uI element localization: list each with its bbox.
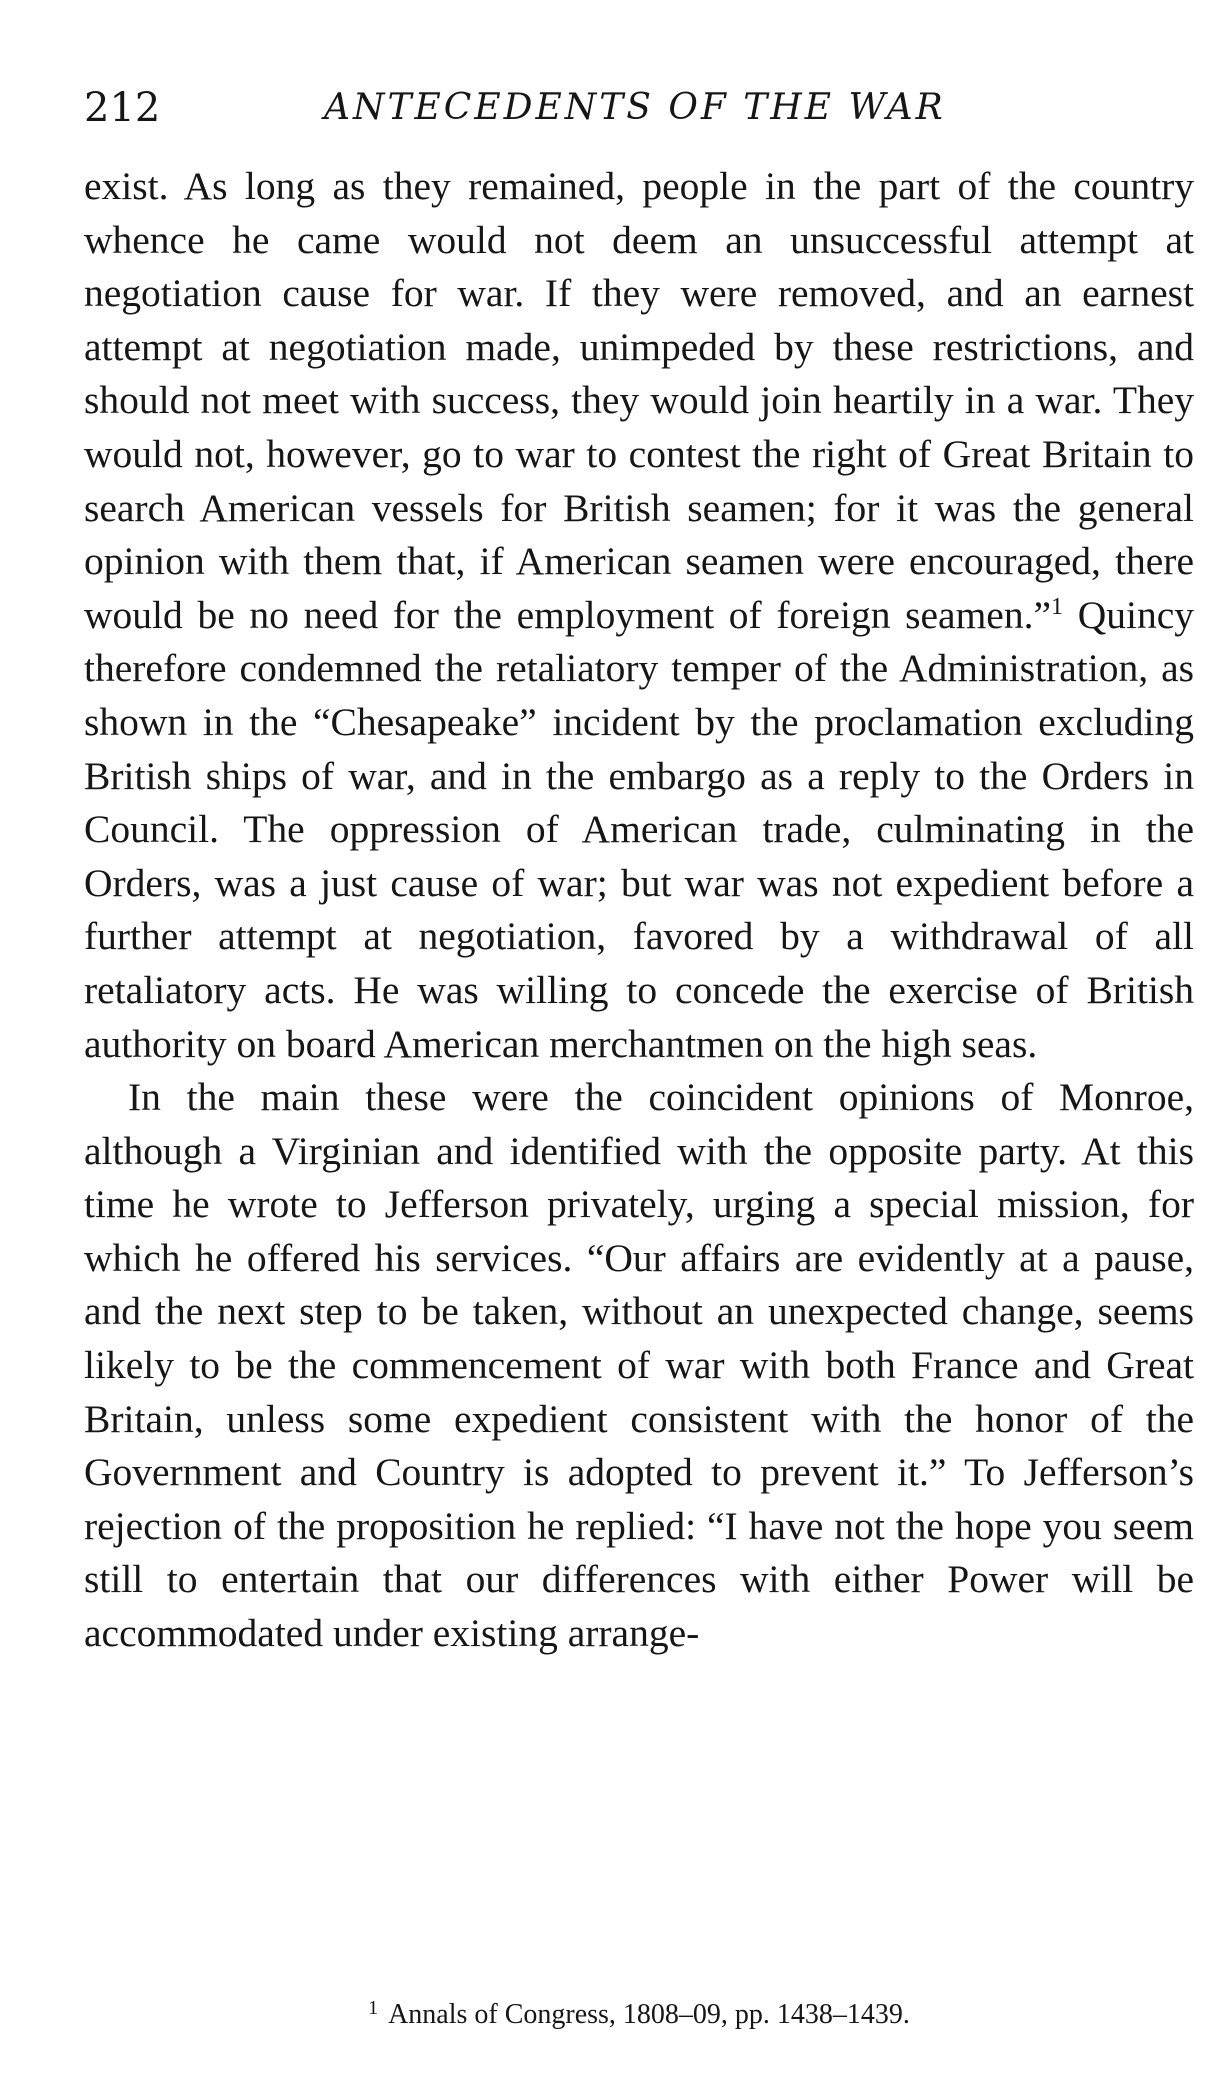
paragraph-1 [84,160,1194,1071]
paragraph-2: In the main these were the coincident opinions of Monroe, although a Virginian and identified with the opposite party. At this time he wrote to Jefferson privately, urging a special mission, for which he offered his services. “Our affairs are evidently at a pause, and the next step to be taken, without an unexpected change, seems likely to be the commencement of war with both France and Great Britain, unless some expedient consistent with the honor of the Government and Country is adopted to prevent it.” To Jefferson’s rejection of the proposition he replied: “I have not the hope you seem still to entertain that our differences with either Power will be accommodated under existing arrange- [84,1075,1194,1656]
page-number: 212 [84,85,161,131]
footnote [84,1995,1194,2035]
page-header [84,80,1194,140]
footnote-reference: 1 [1051,593,1063,620]
footnote-text: Annals of Congress, 1808–09, pp. 1438–1439. [388,1999,910,2030]
body-text [84,160,1194,1661]
footnote-mark: 1 [368,1997,379,2019]
running-head: ANTECEDENTS OF THE WAR [324,87,946,128]
paragraph-1-text-b: Quincy therefore condemned the retaliatory temper of the Administration, as shown in the “Chesapeake” incident by the proclamation excluding British ships of war, and in the embargo as a reply to the Orders in Council. The oppression of American trade, culminating in the Orders, was a just cause of war; but war was not expedient before a further attempt at negotiation, favored by a withdrawal of all retaliatory acts. He was willing to concede the exercise of British authority on board American merchantmen on the high seas. [84,592,1194,1066]
paragraph-1-text-a: exist. As long as they remained, people in the part of the country whence he came would not deem an unsuccessful attempt at negotiation cause for war. If they were removed, and an earnest attempt at negotiation made, unimpeded by these restrictions, and should not meet with success, they would join heartily in a war. They would not, however, go to war to contest the right of Great Britain to search American vessels for British seamen; for it was the general opinion with them that, if American seamen were encouraged, there would be no need for the employment of foreign seamen.” [84,164,1194,637]
